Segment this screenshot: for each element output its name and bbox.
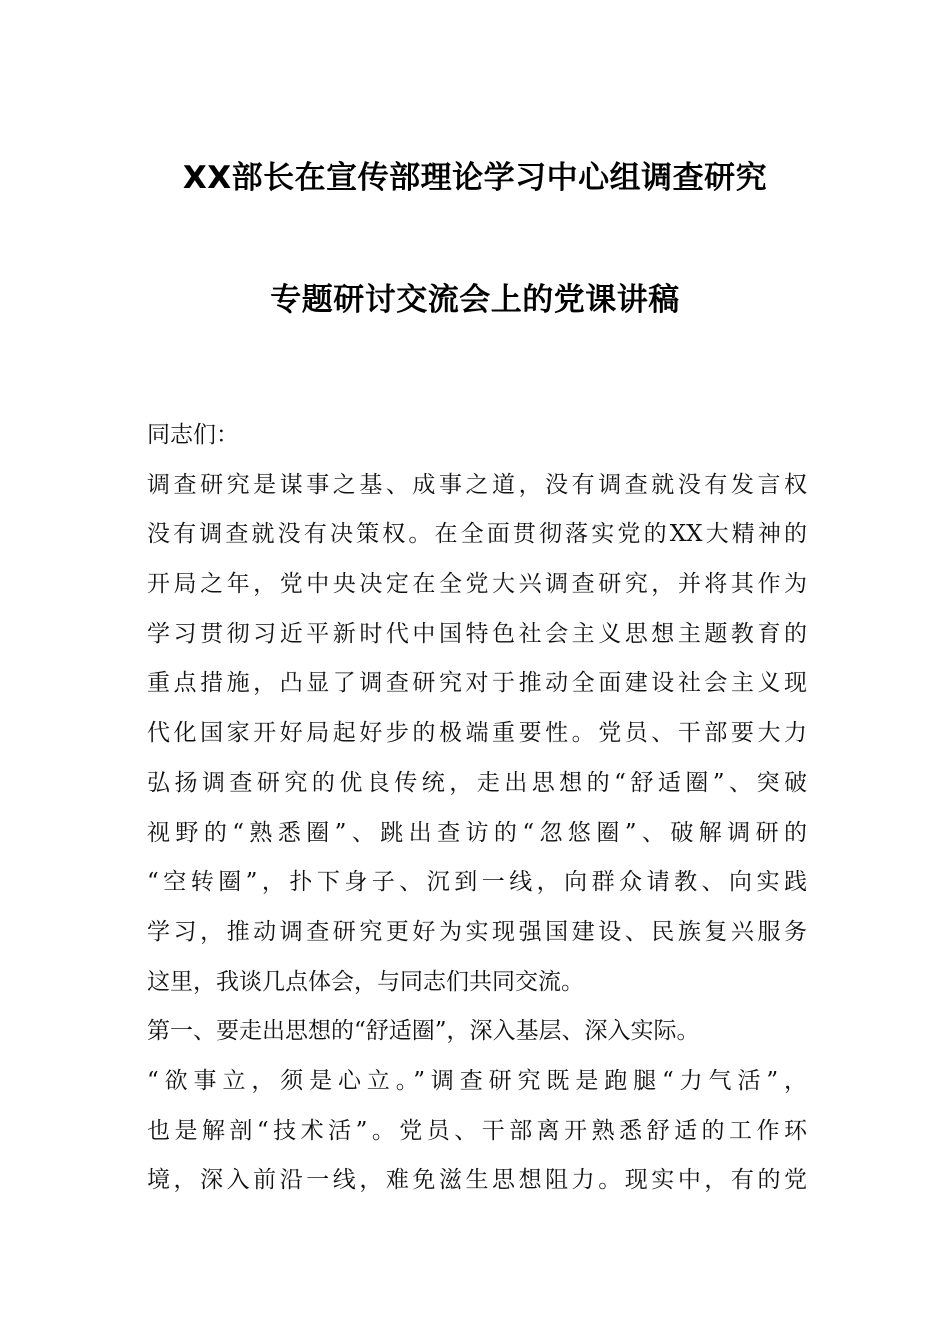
body-line: 代化国家开好局起好步的极端重要性。党员、干部要大力 [147, 720, 807, 747]
body-line: 调查研究是谋事之基、成事之道，没有调查就没有发言权 [147, 471, 807, 498]
body-line: 没有调查就没有决策权。在全面贯彻落实党的XX大精神的 [147, 521, 807, 548]
body-line: 学习，推动调查研究更好为实现强国建设、民族复兴服务 [147, 918, 807, 945]
body-line: 弘扬调查研究的优良传统，走出思想的“舒适圈”、突破 [147, 769, 807, 796]
body-line: “空转圈”，扑下身子、沉到一线，向群众请教、向实践 [147, 869, 807, 896]
body-line: 也是解剖“技术活”。党员、干部离开熟悉舒适的工作环 [147, 1117, 807, 1144]
body-line: 重点措施，凸显了调查研究对于推动全面建设社会主义现 [147, 670, 807, 697]
body-line: 视野的“熟悉圈”、跳出查访的“忽悠圈”、破解调研的 [147, 819, 807, 846]
salutation-line: 同志们： [147, 422, 239, 448]
body-line: “欲事立，须是心立。”调查研究既是跑腿“力气活”， [147, 1067, 807, 1094]
body-line: 境，深入前沿一线，难免滋生思想阻力。现实中，有的党 [147, 1167, 807, 1194]
body-line: 这里，我谈几点体会，与同志们共同交流。 [147, 968, 584, 995]
body-line: 开局之年，党中央决定在全党大兴调查研究，并将其作为 [147, 571, 807, 598]
document-title-line-1: XX部长在宣传部理论学习中心组调查研究 [182, 160, 768, 196]
section-heading-line: 第一、要走出思想的“舒适圈”，深入基层、深入实际。 [147, 1018, 700, 1045]
document-body [147, 411, 807, 1206]
document-title-line-2: 专题研讨交流会上的党课讲稿 [270, 282, 680, 318]
body-line: 学习贯彻习近平新时代中国特色社会主义思想主题教育的 [147, 620, 807, 647]
